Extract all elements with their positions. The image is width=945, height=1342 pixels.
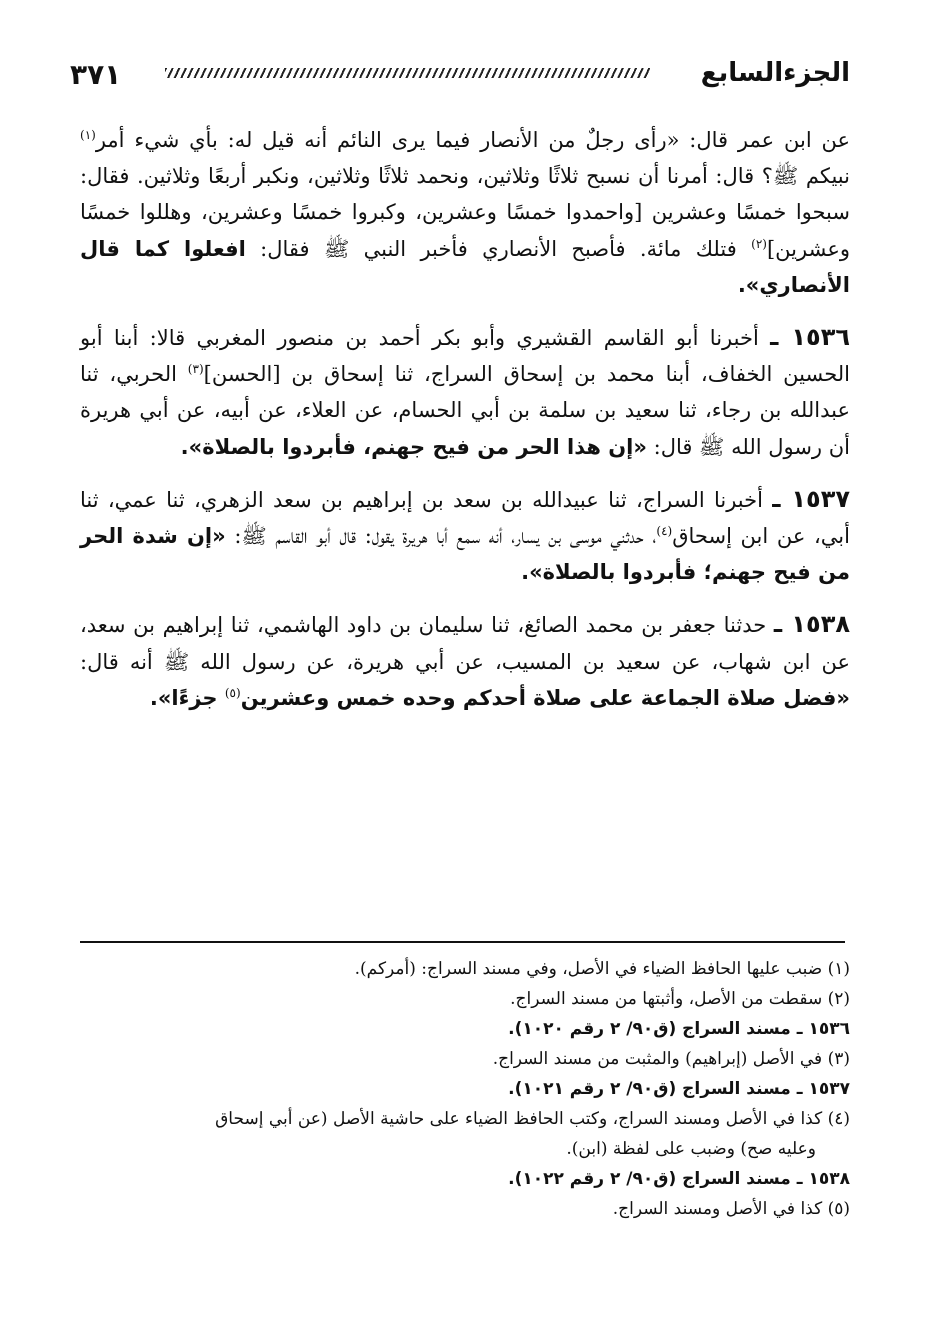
footnote-marker: (١) (80, 128, 96, 142)
paragraph-text: نبيكم ﷺ؟ قال: أمرنا أن نسبح ثلاثًا وثلاثين، ونحمد ثلاثًا وثلاثين، ونكبر أربعًا وثلاثين. فقال: سبحوا خمسًا وعشرين [واحمدوا خمسًا وعشرين، وكبروا خمسًا وعشرين، وهللوا خمسًا وعشرين] (80, 164, 850, 261)
hadith-text: أخبرنا أبو القاسم القشيري وأبو بكر أحمد بن منصور المغربي قالا: أبنا أبو الحسين الخفاف، أبنا محمد بن إسحاق السراج، ثنا إسحاق بن [الحسن] (80, 326, 850, 387)
hadith-number: ١٥٣٧ ـ (772, 484, 850, 513)
source-1538: ١٥٣٨ ـ مسند السراج (ق٩٠/ ٢ رقم ١٠٢٢). (508, 1169, 850, 1189)
prophetic-saying: جزءًا». (149, 685, 225, 710)
prophetic-saying: «إن هذا الحر من فيح جهنم، فأبردوا بالصلاة». (180, 434, 647, 459)
hadith-text: ، حدثني موسى بن يسار، أنه سمع أبا هريرة يقول: قال أبو القاسم ﷺ: (225, 524, 657, 549)
hadith-text: الحربي، ثنا عبدالله بن رجاء، ثنا سعيد بن سلمة بن أبي الحسام، عن العلاء، عن أبيه، عن أبي هريرة أن رسول الله ﷺ قال: (80, 362, 850, 459)
paragraph-ibn-umar (80, 122, 850, 303)
footnote-3: (٣) في الأصل (إبراهيم) والمثبت من مسند السراج. (492, 1049, 850, 1069)
footnote-marker: (٤) (656, 524, 673, 539)
volume-title: الجزءالسابع (700, 58, 850, 88)
hadith-number: ١٥٣٦ ـ (770, 323, 850, 352)
paragraph-text: فتلك مائة. فأصبح الأنصاري فأخبر النبي ﷺ فقال: (245, 236, 752, 261)
hadith-number: ١٥٣٨ ـ (773, 610, 850, 639)
footnote-1: (١) ضبب عليها الحافظ الضياء في الأصل، وفي مسند السراج: (أمركم). (354, 959, 850, 979)
hadith-text: حدثنا جعفر بن محمد الصائغ، ثنا سليمان بن داود الهاشمي، ثنا إبراهيم بن سعد، عن ابن شهاب، عن سعيد بن المسيب، عن أبي هريرة، عن رسول الله ﷺ أنه قال: (80, 613, 850, 674)
footnote-4: (٤) كذا في الأصل ومسند السراج، وكتب الحافظ الضياء على حاشية الأصل (عن أبي إسحاق (215, 1109, 850, 1129)
source-1537: ١٥٣٧ ـ مسند السراج (ق٩٠/ ٢ رقم ١٠٢١). (508, 1079, 850, 1099)
hadith-1536 (80, 319, 850, 465)
running-header (70, 52, 850, 96)
prophetic-saying: «فضل صلاة الجماعة على صلاة أحدكم وحده خمس وعشرين (240, 685, 850, 710)
paragraph-text: عن ابن عمر قال: «رأى رجلٌ من الأنصار فيما يرى النائم أنه قيل له: بأي شيء أمر (95, 128, 850, 152)
hadith-1538 (80, 606, 850, 716)
source-1536: ١٥٣٦ ـ مسند السراج (ق٩٠/ ٢ رقم ١٠٢٠). (508, 1019, 850, 1039)
footnote-4-continuation: وعليه صح) وضبب على لفظة (ابن). (566, 1139, 816, 1159)
footnotes (80, 954, 850, 1224)
page-number: ٣٧١ (70, 58, 122, 91)
footnote-marker: (٣) (187, 362, 204, 377)
hadith-text: أخبرنا السراج، ثنا عبيدالله بن سعد بن إبراهيم بن سعد الزهري، ثنا عمي، ثنا أبي، عن ابن إسحاق (80, 487, 850, 549)
footnote-marker: (٢) (751, 236, 767, 251)
footnote-2: (٢) سقطت من الأصل، وأثبتها من مسند السراج. (510, 989, 850, 1009)
footnote-separator (80, 941, 845, 943)
footnote-marker: (٥) (224, 685, 241, 700)
header-ornament-rule (165, 68, 650, 78)
prophetic-saying: «إن شدة الحر من فيح جهنم؛ فأبردوا بالصلاة». (80, 524, 850, 585)
prophetic-saying: افعلوا كما قال الأنصاري». (80, 236, 850, 297)
main-text (80, 122, 850, 716)
footnote-5: (٥) كذا في الأصل ومسند السراج. (612, 1199, 850, 1219)
hadith-1537 (80, 481, 850, 591)
